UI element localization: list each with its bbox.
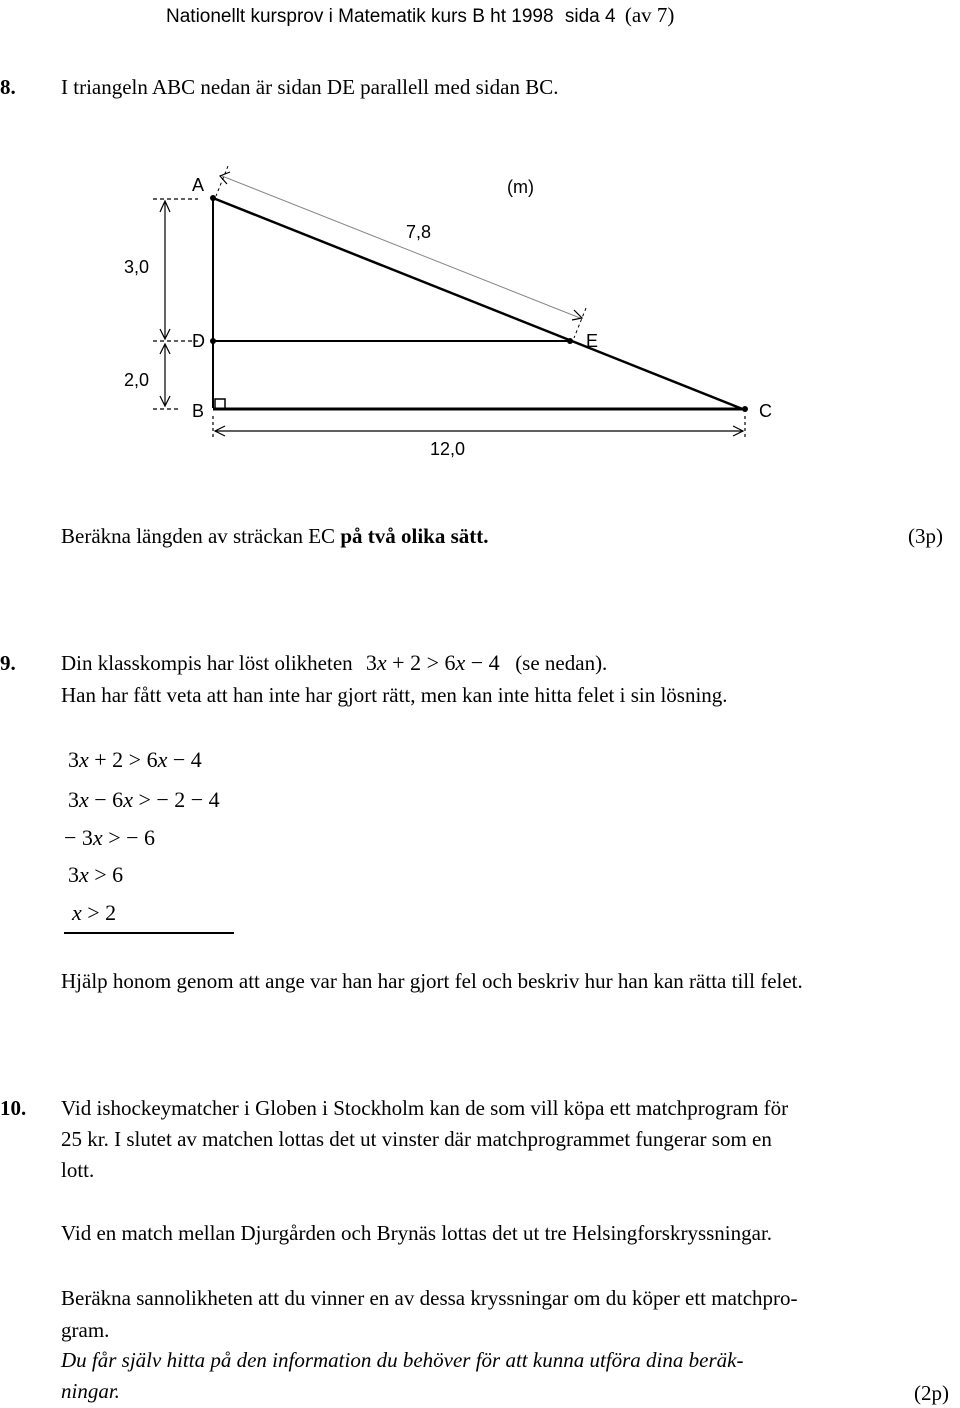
step-part: + 2 > 6 (94, 747, 158, 772)
step-part: 3 (68, 862, 79, 887)
q9-line2: Han har fått veta att han inte har gjort rätt, men kan inte hitta felet i sin lösning. (61, 683, 728, 707)
q10-p4-line2: ningar. (61, 1379, 120, 1403)
side-ac (213, 198, 745, 410)
step-var: x (123, 787, 133, 812)
q8-task-bold: på två olika sätt. (340, 524, 489, 548)
solution-step (72, 898, 116, 928)
label-e: E (586, 331, 599, 351)
label-d: D (192, 331, 205, 351)
label-bc: 12,0 (430, 439, 466, 459)
dim-ae (222, 176, 580, 318)
point-c (742, 406, 748, 412)
q8-text: I triangeln ABC nedan är sidan DE parallell med sidan BC. (61, 75, 559, 99)
ineq-e: − 4 (470, 650, 500, 675)
step-var: x (157, 747, 168, 772)
solution-underline (64, 932, 234, 934)
label-b: B (192, 401, 205, 421)
ineq-b: x (376, 650, 387, 675)
step-part: − 4 (172, 747, 202, 772)
solution-step (68, 745, 202, 775)
step-part: > − 2 − 4 (138, 787, 220, 812)
label-db: 2,0 (124, 370, 150, 390)
step-var: x (79, 787, 89, 812)
header-title: Nationellt kursprov i Matematik kurs B ht 1998 (166, 6, 554, 27)
header-page: sida 4 (564, 6, 616, 27)
q9-line1 (61, 648, 607, 678)
step-var: x (92, 825, 103, 850)
label-unit: (m) (507, 177, 534, 197)
q9-line1-end: (se nedan). (515, 651, 608, 675)
step-part: > 2 (87, 900, 117, 925)
solution-step (68, 785, 220, 815)
label-a: A (192, 175, 205, 195)
q10-p1-line2: 25 kr. I slutet av matchen lottas det ut vinster där matchprogrammet fungerar som en (61, 1127, 772, 1151)
step-part: − 3 (64, 825, 93, 850)
ineq-d: x (455, 650, 466, 675)
q8-task (61, 521, 489, 551)
q9-line1-text: Din klasskompis har löst olikheten (61, 651, 353, 675)
point-d (210, 338, 216, 344)
step-var: x (72, 900, 82, 925)
step-part: − 6 (94, 787, 124, 812)
q10-p3-line1: Beräkna sannolikheten att du vinner en av dessa kryssningar om du köper ett matchpro- (61, 1286, 798, 1310)
point-a (210, 195, 216, 201)
q9-help: Hjälp honom genom att ange var han har gjort fel och beskriv hur han kan rätta till felet. (61, 969, 803, 993)
label-ad: 3,0 (124, 257, 150, 277)
q10-p2: Vid en match mellan Djurgården och Brynäs lottas det ut tre Helsingforskryssningar. (61, 1221, 773, 1245)
q9-inequality (366, 650, 505, 675)
solution-step (64, 823, 155, 853)
arrow-ae-a (220, 172, 230, 184)
q10-p1-line3: lott. (61, 1158, 95, 1182)
q10-number: 10. (0, 1096, 27, 1120)
step-part: 3 (68, 747, 79, 772)
q10-p3-line2: gram. (61, 1318, 110, 1342)
q10-p1-line1: Vid ishockeymatcher i Globen i Stockholm kan de som vill köpa ett matchprogram för (61, 1096, 789, 1120)
q10-points: (2p) (914, 1381, 949, 1405)
triangle-figure (0, 150, 960, 470)
header-of: (av 7) (624, 3, 675, 27)
q8-task-text: Beräkna längden av sträckan EC (61, 524, 341, 548)
q10-p4-line1: Du får själv hitta på den information du behöver för att kunna utföra dina beräk- (61, 1348, 744, 1372)
label-c: C (759, 401, 772, 421)
label-ae: 7,8 (406, 222, 432, 242)
ineq-c: + 2 > 6 (392, 650, 456, 675)
page-header (166, 2, 674, 30)
solution-step (68, 860, 123, 890)
step-part: > 6 (94, 862, 124, 887)
step-part: 3 (68, 787, 79, 812)
q8-points: (3p) (908, 524, 943, 548)
point-e (567, 338, 573, 344)
q9-number: 9. (0, 651, 16, 675)
step-var: x (79, 747, 89, 772)
step-var: x (79, 862, 89, 887)
q8-number: 8. (0, 75, 16, 99)
step-part: > − 6 (108, 825, 156, 850)
dim-ae-tick-a (216, 166, 228, 196)
ineq-a: 3 (365, 650, 377, 675)
